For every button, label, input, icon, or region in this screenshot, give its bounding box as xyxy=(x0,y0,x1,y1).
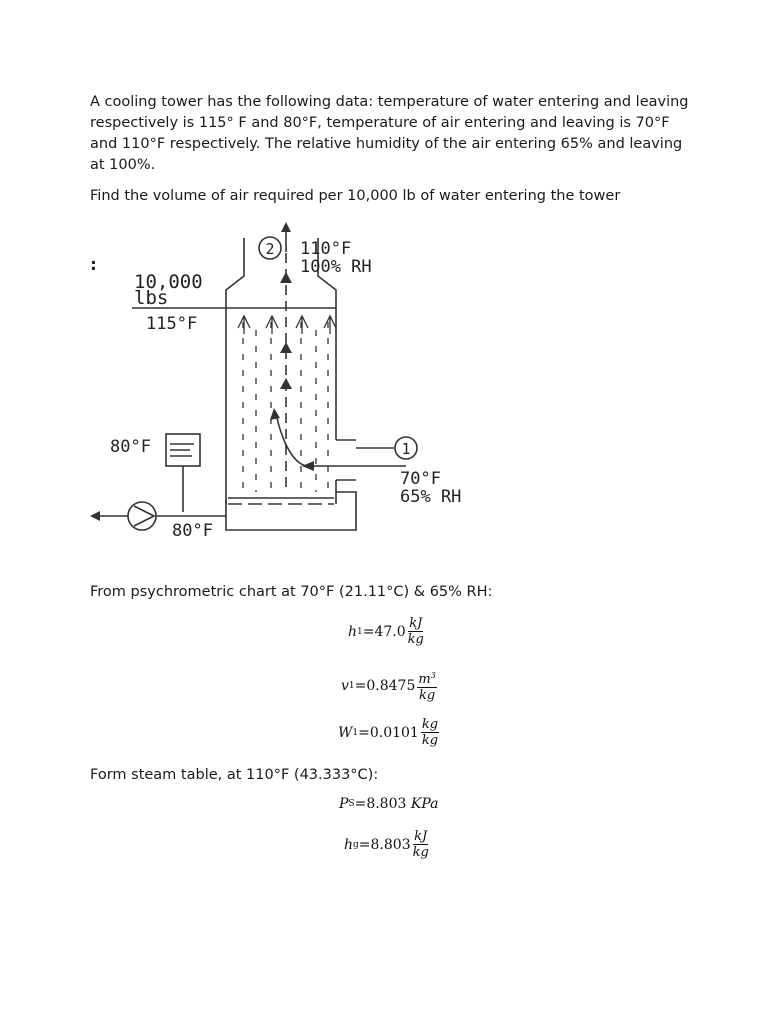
equation-hg: h g =8.803 $\frac{kJ}{kg}$ xyxy=(344,829,429,860)
state-2-marker-label: 2 xyxy=(265,240,275,258)
water-mass-line1: 10,000 xyxy=(134,271,203,293)
state-1-rh: 65% RH xyxy=(400,487,462,507)
equation-h1: h 1 =47.0 $\frac{kJ}{kg}$ xyxy=(348,616,424,647)
state-1-marker-label: 1 xyxy=(401,440,411,458)
makeup-temp: 80°F xyxy=(110,437,151,457)
state-1-temp: 70°F xyxy=(400,469,441,489)
water-mass-line2: lbs xyxy=(134,287,169,309)
water-in-temp: 115°F xyxy=(146,314,198,334)
state-2-temp: 110°F xyxy=(300,239,352,259)
cooling-tower-diagram xyxy=(86,212,506,572)
psychrometric-intro: From psychrometric chart at 70°F (21.11°C) & 65% RH: xyxy=(90,584,493,600)
equation-ps: P S =8.803 KPa xyxy=(339,796,439,812)
equation-w1: W 1 =0.0101 $\frac{kg}{kg}$ xyxy=(338,717,439,748)
state-2-rh: 100% RH xyxy=(300,257,372,277)
water-out-temp: 80°F xyxy=(172,521,213,541)
air-inlet-duct xyxy=(336,440,356,480)
problem-question: Find the volume of air required per 10,000 lb of water entering the tower xyxy=(90,188,621,204)
equation-v1: v 1 =0.8475 $\frac{m^3}{kg}$ xyxy=(341,668,437,703)
steam-table-intro: Form steam table, at 110°F (43.333°C): xyxy=(90,767,379,783)
sprinkler-heads xyxy=(238,316,336,334)
problem-statement: A cooling tower has the following data: temperature of water entering and leaving respectively is 115° F and 80°F, temperature of air entering and leaving is 70°F and 110°F respectively. The relative humidity of the air entering 65% and leaving at 100%. xyxy=(90,94,689,173)
pump-icon xyxy=(128,502,156,530)
side-mark: : xyxy=(88,254,99,275)
